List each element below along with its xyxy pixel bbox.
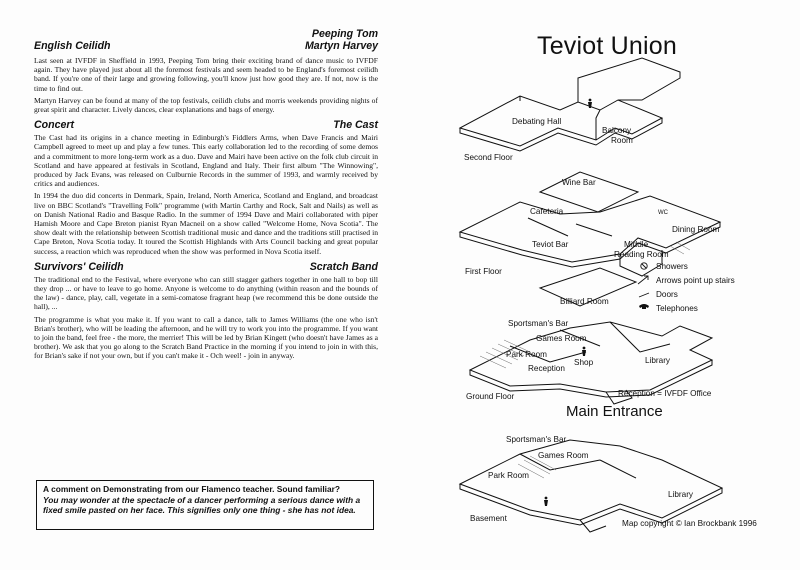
- person-icon: [545, 497, 548, 500]
- room-middle: Middle: [624, 240, 649, 249]
- teviot-union-map: [400, 0, 800, 570]
- person-icon: [589, 99, 592, 102]
- legend-showers: Showers: [656, 262, 688, 271]
- legend-arrows: Arrows point up stairs: [656, 276, 735, 285]
- ground-floor-plan: [470, 268, 712, 404]
- section-english-ceilidh: [34, 28, 378, 114]
- room-reading-room: Reading Room: [614, 250, 669, 259]
- room-sportsmans-bar: Sportsman's Bar: [508, 319, 569, 328]
- arrow-up-icon: [638, 276, 648, 284]
- paragraph: Martyn Harvey can be found at many of the top festivals, ceilidh clubs and morris weekends providing nights of great spirit and character. Lively dances, clear explanations and bags of energy.: [34, 95, 378, 115]
- section-survivors-ceilidh: [34, 261, 378, 361]
- section-heading: Concert: [34, 119, 75, 132]
- room-billiard-room: Billiard Room: [560, 297, 609, 306]
- room-debating-hall: Debating Hall: [512, 117, 562, 126]
- left-column: [34, 28, 378, 364]
- first-floor-plan: [460, 172, 720, 276]
- floor-label-first: First Floor: [465, 267, 502, 276]
- comment-question: A comment on Demonstrating from our Flamenco teacher. Sound familiar?: [43, 484, 341, 494]
- reception-note: Reception = IVFDF Office: [618, 389, 712, 398]
- room-cafeteria: Cafeteria: [530, 207, 564, 216]
- room-dining-room: Dining Room: [672, 225, 720, 234]
- room-park-room-basement: Park Room: [488, 471, 529, 480]
- showers-icon: [641, 263, 647, 269]
- room-games-room-basement: Games Room: [538, 451, 589, 460]
- person-body-icon: [544, 500, 548, 506]
- section-heading: Survivors' Ceilidh: [34, 260, 124, 273]
- door-icon: [639, 293, 649, 297]
- room-teviot-bar: Teviot Bar: [532, 240, 569, 249]
- flamenco-comment-box: [36, 480, 374, 530]
- person-body-icon: [582, 350, 586, 356]
- paragraph: The traditional end to the Festival, where everyone who can still stagger gathers together in one hall to bop till they drop ... or have to leave to go home. Anyone is welcome to do anything (within reason and the bounds of the law) - dance, play, call, vegetate in a semi-comatose fragrant heap (we recommend this be done outside the hall), ...: [34, 274, 378, 312]
- legend-telephones: Telephones: [656, 304, 698, 313]
- room-balcony: Balcony: [602, 126, 632, 135]
- performer-peeping-tom: Peeping Tom: [311, 28, 378, 40]
- second-floor-plan: [460, 58, 680, 151]
- main-entrance-label: Main Entrance: [566, 403, 663, 420]
- room-sportsmans-bar-basement: Sportsman's Bar: [506, 435, 567, 444]
- paragraph: In 1994 the duo did concerts in Denmark, Spain, Ireland, North America, Scotland and England, and broadcast live on BBC Scotland's "Travelling Folk" programme (with Martin Carthy and Rock, Salt and Nails) as well as on Danish National Radio and Basque Radio. In the summer of 1994 Dave and Mairi collaborated with piper Hamish Moore and Cape Breton pianist Ryan Macneil on a show called "Welcome Home, Nova Scotia". The show dealt with the relationship between Scottish traditional music and dance and the traditions still practised in Cape Breton, Nova Scotia today. It toured the Scottish Highlands with Arts Council backing and great popular success, a reaction which was reproduced when the show was performed in Nova Scotia itself.: [34, 191, 378, 256]
- floor-label-second: Second Floor: [464, 153, 513, 162]
- room-wc: WC: [658, 210, 668, 216]
- performer-martyn-harvey: Martyn Harvey: [304, 40, 378, 52]
- legend-doors: Doors: [656, 290, 678, 299]
- performer-name: The Cast: [333, 119, 378, 132]
- room-wine-bar: Wine Bar: [562, 178, 596, 187]
- person-icon: [583, 347, 586, 350]
- room-games-room: Games Room: [536, 334, 587, 343]
- room-library: Library: [645, 356, 671, 365]
- performer-name: Scratch Band: [309, 260, 378, 273]
- section-concert: [34, 119, 378, 256]
- room-balcony-room: Room: [611, 136, 633, 145]
- floor-label-basement: Basement: [470, 514, 507, 523]
- room-park-room: Park Room: [506, 350, 547, 359]
- map-copyright: Map copyright © Ian Brockbank 1996: [622, 519, 757, 528]
- paragraph: Last seen at IVFDF in Sheffield in 1993, Peeping Tom bring their exciting brand of dance music to IVFDF again. They have played just about all the foremost festivals and seem headed to be England's foremost ceilidh band. If you're one of their large and growing following, you'll know just how good they are. If not, now is the time to find out.: [34, 56, 378, 93]
- room-shop: Shop: [574, 358, 594, 367]
- map-title: Teviot Union: [537, 32, 677, 60]
- section-heading: English Ceilidh: [34, 40, 111, 52]
- room-reception: Reception: [528, 364, 565, 373]
- telephone-icon: [639, 304, 649, 309]
- performer-names: [305, 28, 378, 52]
- paragraph: The programme is what you make it. If you want to call a dance, talk to James Williams (the one who isn't Brian's brother), who will be leading the afternoon, and he will try to work you into the programme. If you want to join the band, feel free - the more, the merrier! This will be led by Brian Kingett (who doesn't have James as a brother). We ask that you go along to the Scratch Band Practice in the morning if you intend to join in with this, for Brian's sake if not your own, but if you can't make it - Och weel! - join in anyway.: [34, 314, 378, 361]
- paragraph: The Cast had its origins in a chance meeting in Edinburgh's Fiddlers Arms, when Dave Francis and Mairi Campbell agreed to meet up and play a few tunes. This early collaboration led to the recording of some demos and a commitment to more long-term work as a duo. Dave and Mairi have been active on the folk club circuit in Scotland and have appeared at festivals in Scotland, England and Italy. Their first album "The Winnowing", produced by Jack Evans, was released on Culburnie Records in the summer of 1993, and warmly received by critics and audiences.: [34, 133, 378, 189]
- floor-label-ground: Ground Floor: [466, 392, 515, 401]
- room-library-basement: Library: [668, 490, 694, 499]
- comment-answer: You may wonder at the spectacle of a dancer performing a serious dance with a fixed smile pasted on her face. This signifies only one thing - she has not idea.: [43, 495, 361, 515]
